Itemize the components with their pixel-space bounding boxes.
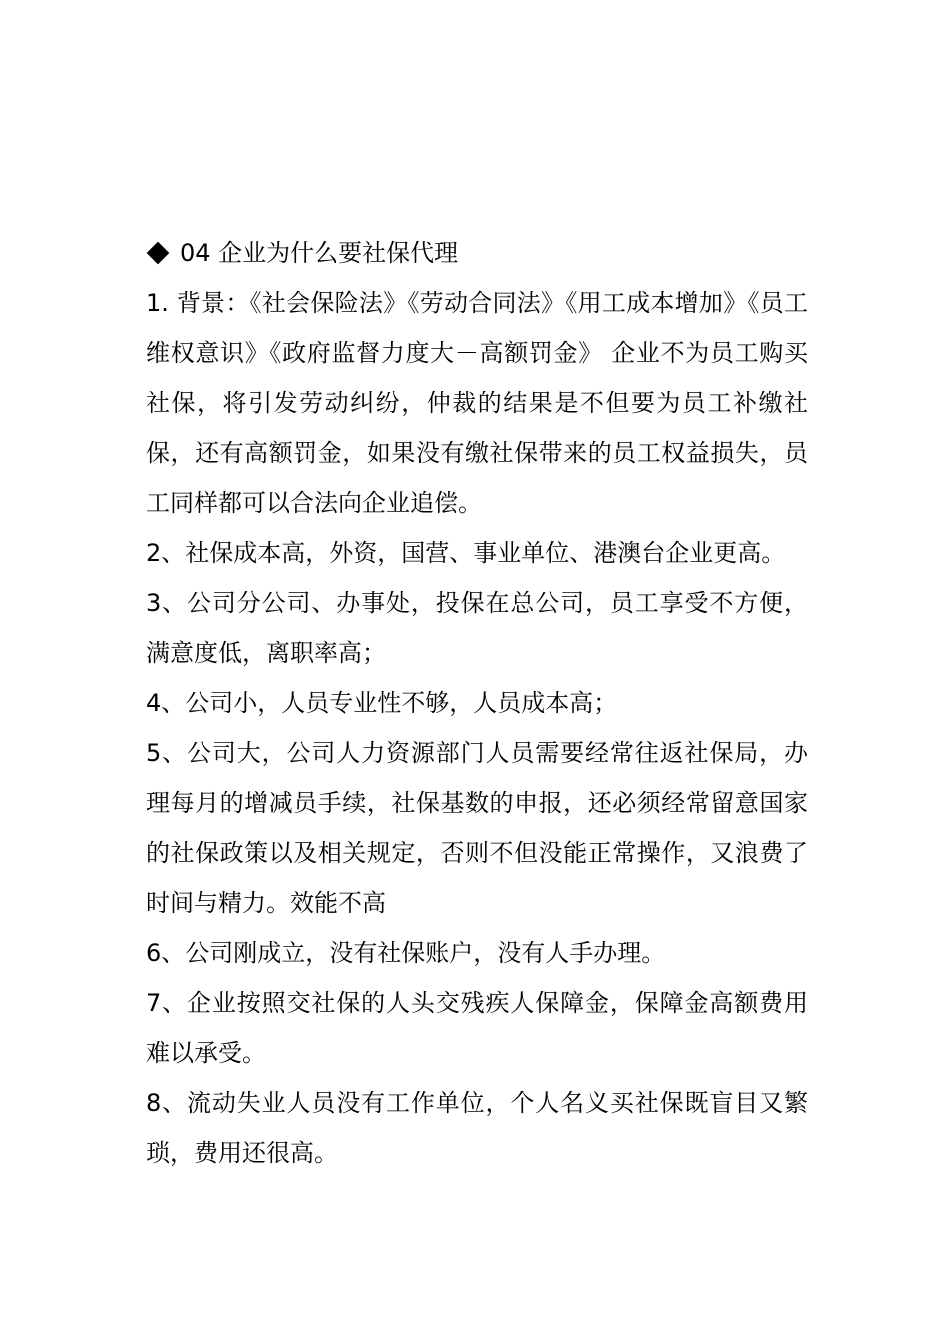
paragraph-4: 4、公司小，人员专业性不够，人员成本高； [146,689,618,717]
document-page [146,228,808,1178]
paragraph-1: 1. 背景：《社会保险法》《劳动合同法》《用工成本增加》《员工维权意识》《政府监督力度大－高额罚金》 企业不为员工购买社保，将引发劳动纠纷，仲裁的结果是不但要为员工补缴社保，还有高额罚金，如果没有缴社保带来的员工权益损失，员工同样都可以合法向企业追偿。 [146,289,808,517]
paragraph-8: 8、流动失业人员没有工作单位，个人名义买社保既盲目又繁琐，费用还很高。 [146,1089,808,1167]
paragraph-3: 3、公司分公司、办事处，投保在总公司，员工享受不方便，满意度低，离职率高； [146,589,808,667]
diamond-bullet-icon [147,242,170,265]
paragraph-6: 6、公司刚成立，没有社保账户，没有人手办理。 [146,939,666,967]
section-heading [146,228,808,278]
paragraph-2: 2、社保成本高，外资，国营、事业单位、港澳台企业更高。 [146,539,786,567]
paragraph-5: 5、公司大，公司人力资源部门人员需要经常往返社保局，办理每月的增减员手续，社保基数的申报，还必须经常留意国家的社保政策以及相关规定，否则不但没能正常操作，又浪费了时间与精力。效能不高 [146,739,808,917]
paragraph-7: 7、企业按照交社保的人头交残疾人保障金，保障金高额费用难以承受。 [146,989,808,1067]
section-heading-text: 04 企业为什么要社保代理 [180,239,459,267]
